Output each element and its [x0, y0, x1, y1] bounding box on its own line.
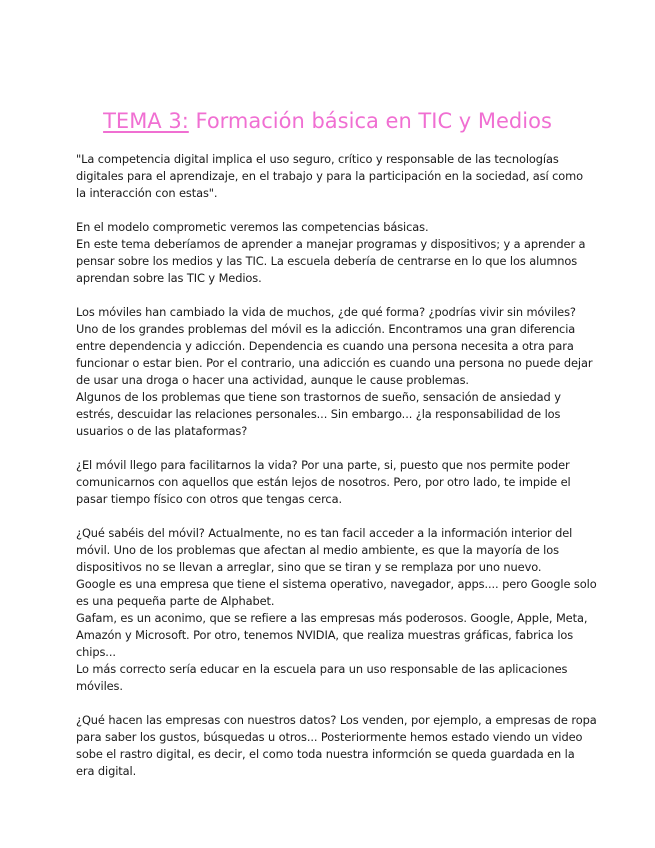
- paragraph-line: la interacción con estas".: [76, 186, 218, 200]
- paragraph-line: pensar sobre los medios y las TIC. La escuela debería de centrarse en lo que los alumnos: [76, 254, 578, 268]
- paragraph-line: para saber los gustos, búsquedas u otros... Posteriormente hemos estado viendo un video: [76, 730, 583, 744]
- paragraph-line: era digital.: [76, 764, 137, 778]
- paragraph: [76, 219, 586, 287]
- paragraph-line: es una pequeña parte de Alphabet.: [76, 594, 275, 608]
- paragraph-line: En este tema deberíamos de aprender a manejar programas y dispositivos; y a aprender a: [76, 237, 586, 251]
- paragraph-line: ¿Qué hacen las empresas con nuestros datos? Los venden, por ejemplo, a empresas de ropa: [76, 713, 597, 727]
- paragraph: [76, 304, 593, 440]
- title-text: Formación básica en TIC y Medios: [195, 109, 552, 133]
- paragraph-line: Lo más correcto sería educar en la escuela para un uso responsable de las aplicaciones: [76, 662, 568, 676]
- paragraph-line: Amazón y Microsoft. Por otro, tenemos NVIDIA, que realiza muestras gráficas, fabrica los: [76, 628, 574, 642]
- paragraph: [76, 712, 597, 780]
- paragraph-line: Algunos de los problemas que tiene son trastornos de sueño, sensación de ansiedad y: [76, 390, 561, 404]
- paragraph-line: funcionar o estar bien. Por el contrario, una adicción es cuando una persona no puede dejar: [76, 356, 593, 370]
- paragraph-line: usuarios o de las plataformas?: [76, 424, 248, 438]
- paragraph: [76, 457, 580, 508]
- paragraph-line: Uno de los grandes problemas del móvil es la adicción. Encontramos una gran diferencia: [76, 322, 576, 336]
- paragraph-line: Google es una empresa que tiene el sistema operativo, navegador, apps.... pero Google solo: [76, 577, 597, 591]
- document-body: [76, 151, 597, 797]
- paragraph: [76, 151, 583, 202]
- paragraph-line: dispositivos no se llevan a arreglar, sino que se tiran y se remplaza por uno nuevo.: [76, 560, 542, 574]
- paragraph-line: pasar tiempo físico con otros que tengas cerca.: [76, 492, 342, 506]
- paragraph-line: Gafam, es un aconimo, que se refiere a las empresas más poderosos. Google, Apple, Meta,: [76, 611, 588, 625]
- paragraph-line: estrés, descuidar las relaciones personales... Sin embargo... ¿la responsabilidad de los: [76, 407, 561, 421]
- paragraph-line: móviles.: [76, 679, 123, 693]
- paragraph-line: comunicarnos con aquellos que están lejos de nosotros. Pero, por otro lado, te impide el: [76, 475, 571, 489]
- paragraph-line: móvil. Uno de los problemas que afectan al medio ambiente, es que la mayoría de los: [76, 543, 559, 557]
- paragraph-line: digitales para el aprendizaje, en el trabajo y para la participación en la sociedad, así como: [76, 169, 583, 183]
- paragraph: [76, 525, 597, 695]
- paragraph-line: chips...: [76, 645, 116, 659]
- paragraph-line: ¿El móvil llego para facilitarnos la vida? Por una parte, si, puesto que nos permite poder: [76, 458, 570, 472]
- paragraph-line: aprendan sobre las TIC y Medios.: [76, 271, 262, 285]
- page-title: [0, 107, 655, 135]
- paragraph-line: En el modelo comprometic veremos las competencias básicas.: [76, 220, 429, 234]
- paragraph-line: "La competencia digital implica el uso seguro, crítico y responsable de las tecnologías: [76, 152, 559, 166]
- paragraph-line: de usar una droga o hacer una actividad, aunque le cause problemas.: [76, 373, 469, 387]
- paragraph-line: ¿Qué sabéis del móvil? Actualmente, no es tan facil acceder a la información interior del: [76, 526, 573, 540]
- paragraph-line: Los móviles han cambiado la vida de muchos, ¿de qué forma? ¿podrías vivir sin móviles?: [76, 305, 576, 319]
- paragraph-line: sobe el rastro digital, es decir, el como toda nuestra informción se queda guardada en la: [76, 747, 575, 761]
- title-tema-label: TEMA 3:: [103, 109, 189, 133]
- paragraph-line: entre dependencia y adicción. Dependencia es cuando una persona necesita a otra para: [76, 339, 574, 353]
